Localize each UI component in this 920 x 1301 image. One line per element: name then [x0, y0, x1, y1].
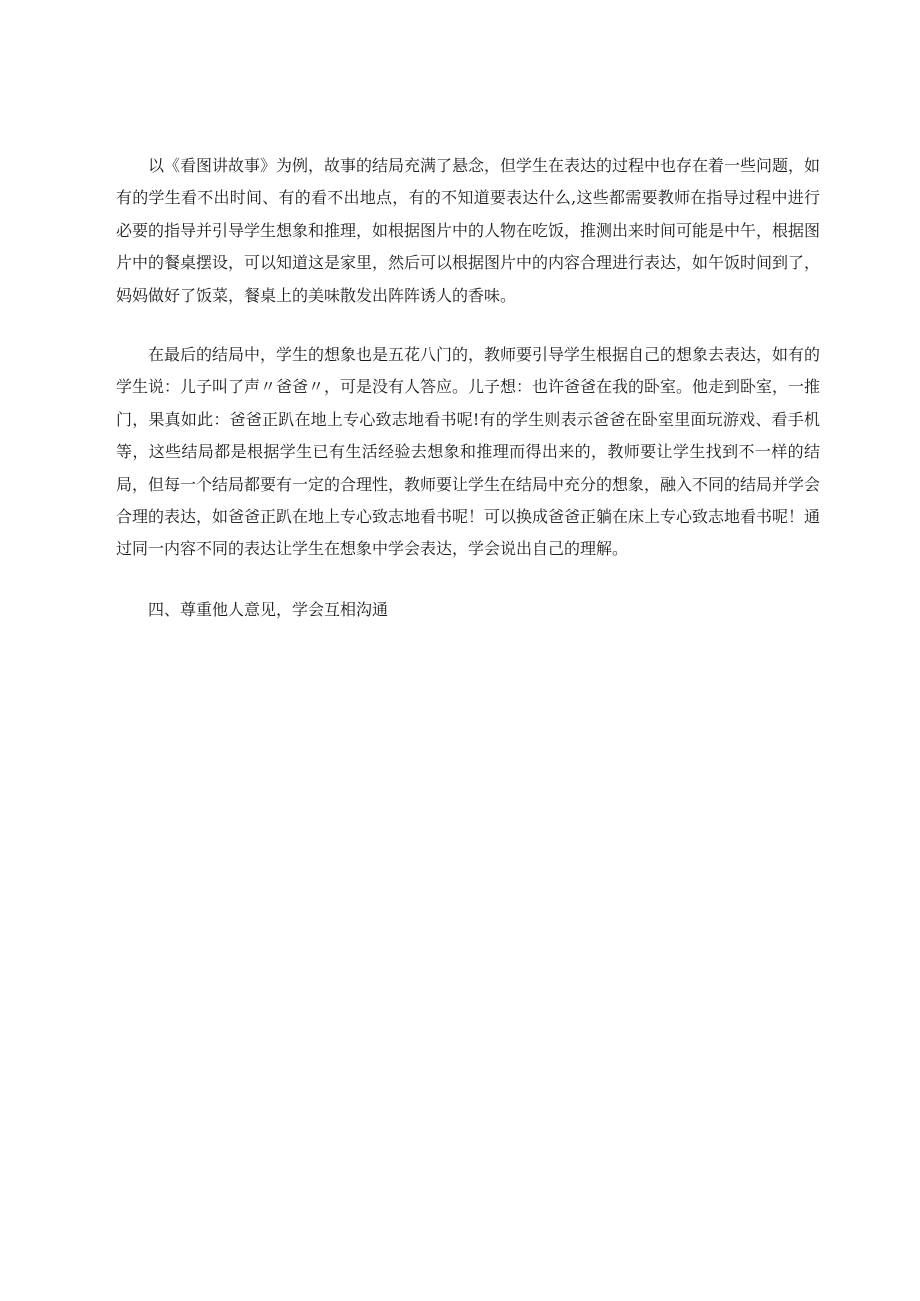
paragraph-story-example: 以《看图讲故事》为例，故事的结局充满了悬念，但学生在表达的过程中也存在着一些问题，如有的学生看不出时间、有的看不出地点，有的不知道要表达什么,这些都需要教师在指导过程中进行必要的指导并引导学生想象和推理，如根据图片中的人物在吃饭，推测出来时间可能是中午，根据图片中的餐桌摆设，可以知道这是家里，然后可以根据图片中的内容合理进行表达，如午饭时间到了，妈妈做好了饭菜，餐桌上的美味散发出阵阵诱人的香味。 [116, 156, 821, 305]
section-heading: 四、尊重他人意见，学会互相沟通 [148, 599, 389, 619]
paragraph-story-ending: 在最后的结局中，学生的想象也是五花八门的，教师要引导学生根据自己的想象去表达，如有的学生说：儿子叫了声〃爸爸〃，可是没有人答应。儿子想：也许爸爸在我的卧室。他走到卧室，一推门，果真如此：爸爸正趴在地上专心致志地看书呢!有的学生则表示爸爸在卧室里面玩游戏、看手机等，这些结局都是根据学生已有生活经验去想象和推理而得出来的，教师要让学生找到不一样的结局，但每一个结局都要有一定的合理性，教师要让学生在结局中充分的想象，融入不同的结局并学会合理的表达，如爸爸正趴在地上专心致志地看书呢！可以换成爸爸正躺在床上专心致志地看书呢！通过同一内容不同的表达让学生在想象中学会表达，学会说出自己的理解。 [116, 345, 821, 559]
document-body [116, 150, 820, 626]
